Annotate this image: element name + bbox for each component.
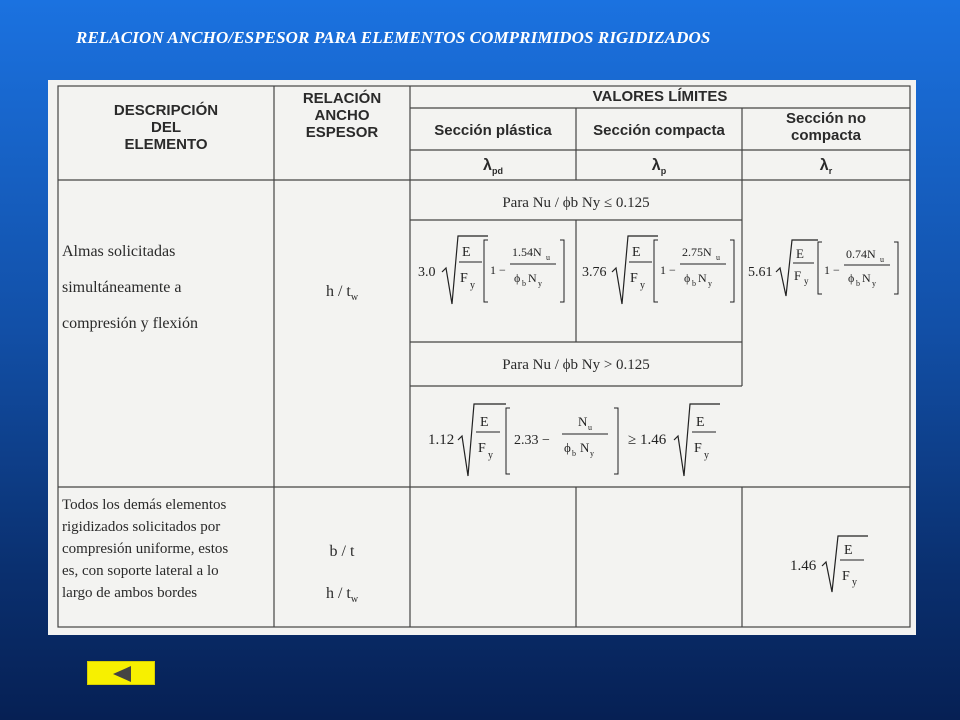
formula-large-coef: 1.12 bbox=[428, 432, 455, 448]
svg-text:y: y bbox=[804, 276, 809, 286]
scanned-table-image bbox=[48, 80, 916, 635]
lambda-p-glyph: λ bbox=[651, 157, 661, 174]
svg-text:b: b bbox=[572, 449, 576, 458]
svg-text:u: u bbox=[546, 253, 550, 262]
formula-compact-num: 2.75N bbox=[682, 245, 712, 259]
svg-text:ϕ: ϕ bbox=[684, 271, 691, 285]
svg-text:E: E bbox=[632, 245, 641, 260]
svg-text:E: E bbox=[844, 543, 853, 558]
svg-text:u: u bbox=[716, 253, 720, 262]
svg-text:y: y bbox=[640, 280, 645, 291]
header-description bbox=[68, 102, 264, 153]
header-limits: VALORES LÍMITES bbox=[592, 88, 728, 105]
header-ratio-line3: ESPESOR bbox=[305, 124, 379, 141]
left-arrow-icon bbox=[113, 666, 131, 682]
row2-description bbox=[62, 494, 272, 604]
row1-description-line3: compresión y flexión bbox=[62, 315, 198, 332]
svg-text:ϕ: ϕ bbox=[564, 440, 571, 455]
svg-text:E: E bbox=[462, 245, 471, 260]
row1-description-line2: simultáneamente a bbox=[62, 279, 182, 296]
lambda-r-sub: r bbox=[828, 166, 833, 177]
header-plastic: Sección plástica bbox=[434, 122, 552, 139]
formula-row2-noncompact bbox=[788, 530, 898, 600]
svg-text:y: y bbox=[590, 449, 594, 458]
svg-text:b: b bbox=[692, 279, 696, 288]
lambda-pd-glyph: λ bbox=[483, 157, 492, 174]
svg-text:N: N bbox=[698, 271, 707, 285]
header-description-line2: DEL bbox=[151, 119, 181, 136]
header-ratio bbox=[276, 90, 408, 141]
row2-description-line1: Todos los demás elementos bbox=[62, 497, 227, 513]
svg-text:ϕ: ϕ bbox=[848, 271, 855, 285]
row1-ratio bbox=[274, 280, 410, 310]
formula-compact-coef: 3.76 bbox=[582, 265, 607, 280]
lambda-p-symbol bbox=[576, 157, 742, 180]
svg-text:y: y bbox=[488, 450, 493, 461]
formula-row2-coef: 1.46 bbox=[790, 558, 817, 574]
row2-description-line2: rigidizados solicitados por bbox=[62, 519, 221, 535]
row1-description bbox=[62, 234, 272, 342]
svg-text:F: F bbox=[630, 271, 638, 286]
svg-text:F: F bbox=[478, 441, 486, 456]
formula-plastic-coef: 3.0 bbox=[418, 265, 436, 280]
svg-text:2.33 −: 2.33 − bbox=[514, 433, 550, 448]
svg-text:F: F bbox=[842, 569, 850, 584]
row2-description-line3: compresión uniforme, estos bbox=[62, 541, 229, 557]
lambda-pd-sub: pd bbox=[491, 166, 503, 177]
formula-noncompact bbox=[746, 232, 908, 312]
formula-noncompact-num: 0.74N bbox=[846, 247, 876, 261]
header-noncompact bbox=[742, 110, 910, 144]
svg-text:1 −: 1 − bbox=[490, 263, 506, 277]
header-noncompact-line2: compacta bbox=[790, 127, 862, 144]
header-description-line1: DESCRIPCIÓN bbox=[113, 102, 219, 119]
row2-ratio-1: b / t bbox=[329, 543, 355, 560]
svg-text:E: E bbox=[480, 415, 489, 430]
row2-ratio-2-text: h / t bbox=[325, 585, 351, 602]
row1-description-line1: Almas solicitadas bbox=[62, 243, 176, 260]
header-description-line3: ELEMENTO bbox=[124, 136, 208, 153]
svg-text:y: y bbox=[852, 577, 857, 588]
back-button[interactable] bbox=[87, 661, 155, 685]
svg-text:b: b bbox=[856, 279, 860, 288]
formula-compact bbox=[580, 228, 740, 338]
svg-text:E: E bbox=[796, 246, 804, 261]
svg-text:1 −: 1 − bbox=[660, 263, 676, 277]
slide-title: RELACION ANCHO/ESPESOR PARA ELEMENTOS COMPRIMIDOS RIGIDIZADOS bbox=[76, 28, 711, 47]
svg-text:E: E bbox=[696, 415, 705, 430]
row1-ratio-text: h / t bbox=[325, 283, 351, 300]
svg-text:N: N bbox=[862, 271, 871, 285]
header-ratio-line2: ANCHO bbox=[314, 107, 370, 124]
svg-text:u: u bbox=[880, 255, 884, 264]
svg-text:F: F bbox=[794, 268, 802, 283]
svg-text:y: y bbox=[538, 279, 542, 288]
formula-large-ratio bbox=[424, 394, 734, 484]
svg-text:y: y bbox=[470, 280, 475, 291]
row1-ratio-sub: w bbox=[350, 292, 359, 304]
svg-text:1 −: 1 − bbox=[824, 263, 840, 277]
svg-text:y: y bbox=[704, 450, 709, 461]
svg-text:F: F bbox=[460, 271, 468, 286]
header-noncompact-line1: Sección no bbox=[785, 110, 867, 127]
svg-text:N: N bbox=[578, 414, 588, 429]
lambda-p-sub: p bbox=[660, 166, 667, 177]
header-compact: Sección compacta bbox=[593, 122, 725, 139]
header-ratio-line1: RELACIÓN bbox=[302, 90, 382, 107]
svg-text:y: y bbox=[872, 279, 876, 288]
row2-description-line5: largo de ambos bordes bbox=[62, 585, 198, 601]
svg-text:u: u bbox=[588, 423, 592, 432]
svg-text:ϕ: ϕ bbox=[514, 271, 521, 285]
row2-ratio-2-sub: w bbox=[350, 594, 359, 606]
condition-1: Para Nu / ϕb Ny ≤ 0.125 bbox=[502, 195, 650, 211]
svg-text:N: N bbox=[528, 271, 537, 285]
row2-ratio-2 bbox=[274, 582, 410, 612]
formula-plastic-num: 1.54N bbox=[512, 245, 542, 259]
condition-2: Para Nu / ϕb Ny > 0.125 bbox=[502, 357, 650, 373]
svg-text:F: F bbox=[694, 441, 702, 456]
formula-plastic bbox=[414, 228, 574, 338]
lambda-pd-symbol bbox=[410, 157, 576, 180]
lambda-r-symbol bbox=[742, 157, 910, 180]
formula-noncompact-coef: 5.61 bbox=[748, 265, 773, 280]
svg-text:b: b bbox=[522, 279, 526, 288]
formula-large-ge: ≥ 1.46 bbox=[628, 432, 667, 448]
svg-text:y: y bbox=[708, 279, 712, 288]
svg-text:N: N bbox=[580, 440, 590, 455]
lambda-r-glyph: λ bbox=[819, 157, 829, 174]
row2-description-line4: es, con soporte lateral a lo bbox=[62, 563, 219, 579]
